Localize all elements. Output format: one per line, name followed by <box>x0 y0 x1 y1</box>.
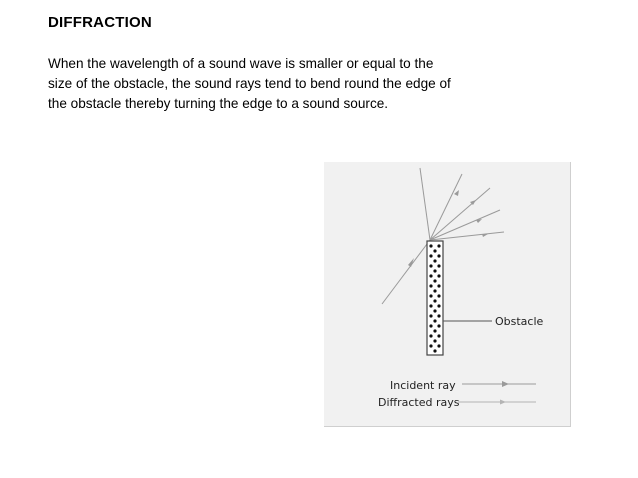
obstacle-dot <box>433 299 436 302</box>
obstacle-dot <box>433 279 436 282</box>
obstacle-dot <box>437 334 440 337</box>
legend-diffracted-label: Diffracted rays <box>378 396 460 409</box>
incident-ray <box>382 240 430 304</box>
obstacle-dot <box>437 254 440 257</box>
obstacle-dot <box>437 304 440 307</box>
obstacle-dot <box>437 324 440 327</box>
legend <box>378 379 536 409</box>
obstacle-dot <box>437 244 440 247</box>
obstacle-dot <box>437 314 440 317</box>
obstacle-dot <box>433 339 436 342</box>
obstacle-dot <box>429 254 432 257</box>
diagram-canvas <box>324 162 570 426</box>
obstacle <box>427 241 443 355</box>
obstacle-dot <box>433 319 436 322</box>
obstacle-dot <box>429 294 432 297</box>
obstacle-dot <box>437 294 440 297</box>
legend-incident-label: Incident ray <box>390 379 456 392</box>
description-paragraph <box>48 54 608 114</box>
obstacle-dot <box>433 269 436 272</box>
obstacle-label: Obstacle <box>495 315 544 328</box>
paragraph-line-2: size of the obstacle, the sound rays tend to bend round the edge of <box>48 76 451 91</box>
obstacle-dot <box>433 329 436 332</box>
diffracted-rays <box>420 168 504 240</box>
obstacle-dot <box>429 304 432 307</box>
obstacle-dot <box>433 289 436 292</box>
paragraph-line-3: the obstacle thereby turning the edge to a sound source. <box>48 96 389 111</box>
obstacle-dot <box>437 274 440 277</box>
obstacle-dot <box>429 344 432 347</box>
obstacle-dot <box>429 264 432 267</box>
legend-incident-arrow <box>502 381 509 387</box>
slide-title: DIFFRACTION <box>48 14 152 31</box>
obstacle-dot <box>433 249 436 252</box>
obstacle-dot <box>429 334 432 337</box>
obstacle-dot <box>433 259 436 262</box>
obstacle-dot <box>429 284 432 287</box>
obstacle-dot <box>433 349 436 352</box>
paragraph-line-1: When the wavelength of a sound wave is smaller or equal to the <box>48 56 434 71</box>
legend-diffracted-arrow <box>500 400 506 405</box>
obstacle-dot <box>437 344 440 347</box>
obstacle-dot <box>437 284 440 287</box>
obstacle-dot <box>429 274 432 277</box>
obstacle-dot <box>437 264 440 267</box>
obstacle-dot <box>429 244 432 247</box>
diffraction-diagram <box>324 162 571 427</box>
obstacle-dot <box>429 324 432 327</box>
obstacle-dot <box>429 314 432 317</box>
obstacle-dot <box>433 309 436 312</box>
